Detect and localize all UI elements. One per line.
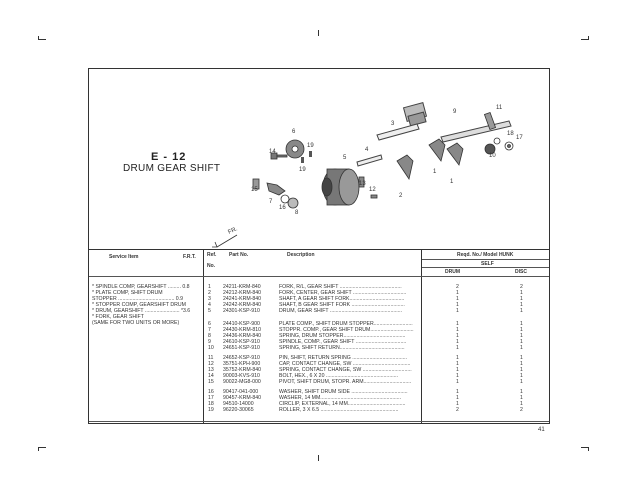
drum-stopper-plate [286, 140, 304, 158]
qty-disc: 1 [520, 327, 523, 333]
part-description: PLATE COMP., SHIFT DRUM STOPPER........................... [279, 321, 413, 327]
callout-label: 11 [496, 105, 503, 111]
part-number: 94510-14000 [223, 401, 254, 407]
callout-label: 1 [433, 169, 437, 175]
part-ref-number: 10 [208, 345, 214, 351]
gear-shift-spindle [404, 103, 511, 142]
front-direction-label: FR. [227, 226, 239, 236]
qty-disc: 1 [520, 333, 523, 339]
callout-label: 13 [359, 181, 366, 187]
part-number: 90417-041-000 [223, 389, 259, 395]
part-ref-number: 19 [208, 407, 214, 413]
part-number: 24241-KRM-840 [223, 296, 262, 302]
header-description: Description [287, 252, 315, 258]
shift-fork-shaft-b [357, 155, 382, 166]
part-ref-number: 3 [208, 296, 211, 302]
qty-drum: 1 [456, 308, 459, 314]
crop-mark-bottom-left [38, 447, 46, 451]
crop-mark-bottom-right [581, 447, 589, 451]
qty-drum: 1 [456, 367, 459, 373]
header-service-item: Service Item [109, 254, 139, 260]
callout-label: 19 [299, 167, 306, 173]
qty-disc: 1 [520, 308, 523, 314]
page-number: 41 [538, 427, 545, 433]
part-description: STOPPR. COMP., GEAR SHIFT DRUM.............................. [279, 327, 414, 333]
header-drum: DRUM [445, 269, 460, 275]
service-item: * PLATE COMP, SHIFT DRUM [92, 290, 163, 296]
part-ref-number: 6 [208, 321, 211, 327]
part-number: 90457-KRM-840 [223, 395, 262, 401]
roller [309, 151, 312, 157]
table-bottom-rule [89, 421, 549, 422]
part-ref-number: 12 [208, 361, 214, 367]
qty-drum: 1 [456, 296, 459, 302]
part-description: SHAFT, A GEAR SHIFT FORK...................................... [279, 296, 405, 302]
qty-disc: 1 [520, 355, 523, 361]
qty-drum: 1 [456, 327, 459, 333]
part-ref-number: 2 [208, 290, 211, 296]
part-number: 24410-KSP-900 [223, 321, 260, 327]
part-ref-number: 8 [208, 333, 211, 339]
part-description: SPINDLE, COMP., GEAR SHIFT ................................... [279, 339, 407, 345]
shift-fork-center [397, 155, 413, 179]
part-ref-number: 7 [208, 327, 211, 333]
part-number: 24301-KSP-910 [223, 308, 260, 314]
qty-disc: 1 [520, 345, 523, 351]
part-ref-number: 18 [208, 401, 214, 407]
qty-drum: 1 [456, 361, 459, 367]
part-description: DRUM, GEAR SHIFT .................................................. [279, 308, 402, 314]
part-description: WASHER, 14 MM........................................................ [279, 395, 402, 401]
part-number: 90022-MG8-000 [223, 379, 261, 385]
qty-disc: 1 [520, 296, 523, 302]
qty-disc: 1 [520, 389, 523, 395]
part-description: FORK, R/L, GEAR SHIFT ........................................... [279, 284, 402, 290]
gear-shift-drum [322, 169, 359, 205]
table-top-border [89, 249, 549, 250]
crop-mark-bottom-center [318, 455, 319, 461]
part-description: PIVOT, SHIFT DRUM, STOPR. ARM................................. [279, 379, 412, 385]
service-item: STOPPER ....................................... 0.9 [92, 296, 183, 302]
part-description: ROLLER, 3 X 6.5 ...................................................... [279, 407, 399, 413]
part-number: 24651-KSP-910 [223, 345, 260, 351]
header-rule [422, 259, 549, 260]
service-item: * STOPPER COMP, GEARSHIFT DRUM [92, 302, 186, 308]
part-number: 90003-KVS-910 [223, 373, 260, 379]
callout-label: 5 [343, 155, 347, 161]
qty-disc: 1 [520, 373, 523, 379]
callout-label: 12 [369, 187, 376, 193]
header-ref: Ref. [207, 252, 217, 258]
part-ref-number: 9 [208, 339, 211, 345]
roller [301, 157, 304, 163]
crop-mark-top-right [581, 36, 589, 40]
qty-disc: 1 [520, 361, 523, 367]
qty-disc: 2 [520, 407, 523, 413]
callout-label: 8 [295, 210, 299, 216]
qty-disc: 1 [520, 290, 523, 296]
part-number: 24652-KSP-910 [223, 355, 260, 361]
qty-disc: 2 [520, 284, 523, 290]
part-description: CAP, CONTACT CHANGE, SW ........................................ [279, 361, 411, 367]
callout-label: 18 [507, 131, 514, 137]
header-bottom-rule [89, 276, 549, 277]
drum-stopper-arm [253, 179, 298, 208]
part-ref-number: 15 [208, 379, 214, 385]
part-description: SPRING, SHIFT RETURN............................................. [279, 345, 405, 351]
crop-mark-top-left [38, 36, 46, 40]
callout-label: 7 [269, 199, 273, 205]
callout-label: 14 [269, 149, 276, 155]
part-description: CIRCLIP, EXTERNAL, 14 MM........................................ [279, 401, 406, 407]
callout-label: 2 [399, 193, 403, 199]
part-ref-number: 1 [208, 284, 211, 290]
qty-drum: 1 [456, 373, 459, 379]
qty-disc: 1 [520, 395, 523, 401]
service-item: * DRUM, GEARSHIFT ........................ *3.6 [92, 308, 191, 314]
service-item: * SPINDLE COMP, GEARSHIFT ......... 0.8 [92, 284, 190, 290]
qty-drum: 1 [456, 395, 459, 401]
qty-drum: 1 [456, 355, 459, 361]
part-number: 96220-30065 [223, 407, 254, 413]
part-ref-number: 5 [208, 308, 211, 314]
header-self: SELF [481, 261, 494, 267]
part-ref-number: 14 [208, 373, 214, 379]
part-ref-number: 16 [208, 389, 214, 395]
callout-label: 4 [365, 147, 369, 153]
qty-disc: 1 [520, 302, 523, 308]
shift-fork-shaft-a [377, 124, 419, 140]
header-frt: F.R.T. [183, 254, 196, 260]
qty-drum: 1 [456, 339, 459, 345]
callout-label: 1 [450, 179, 454, 185]
part-number: 35752-KRM-840 [223, 367, 262, 373]
shift-fork-rl [429, 139, 463, 165]
qty-drum: 1 [456, 379, 459, 385]
callout-label: 3 [391, 121, 395, 127]
part-number: 24211-KRM-840 [223, 284, 261, 290]
part-number: 35751-KPH-900 [223, 361, 261, 367]
service-item: * FORK, GEAR SHIFT [92, 314, 144, 320]
qty-disc: 1 [520, 401, 523, 407]
service-item: (SAME FOR TWO UNITS OR MORE) [92, 320, 180, 326]
callout-label: 19 [307, 143, 314, 149]
part-ref-number: 4 [208, 302, 211, 308]
qty-disc: 1 [520, 367, 523, 373]
part-ref-number: 11 [208, 355, 214, 361]
qty-disc: 1 [520, 339, 523, 345]
callout-label: 17 [516, 135, 523, 141]
front-direction-arrow [212, 235, 237, 247]
part-number: 24212-KRM-840 [223, 290, 262, 296]
qty-disc: 1 [520, 321, 523, 327]
section-code: E - 12 [151, 151, 187, 163]
part-ref-number: 17 [208, 395, 214, 401]
callout-label: 9 [453, 109, 457, 115]
callout-label: 15 [251, 187, 258, 193]
qty-drum: 1 [456, 302, 459, 308]
qty-drum: 1 [456, 345, 459, 351]
callout-label: 10 [489, 153, 496, 159]
header-disc: DISC [515, 269, 527, 275]
qty-drum: 1 [456, 290, 459, 296]
qty-drum: 2 [456, 284, 459, 290]
header-reqd-model: Reqd. No./ Model HUNK [457, 252, 514, 258]
part-description: FORK, CENTER, GEAR SHIFT ..................................... [279, 290, 407, 296]
part-description: SHAFT, B GEAR SHIFT FORK ..................................... [279, 302, 405, 308]
part-description: WASHER, SHIFT DRUM SIDE ....................................... [279, 389, 408, 395]
part-description: PIN, SHIFT, RETURN SPRING ...................................... [279, 355, 407, 361]
part-number: 24242-KRM-840 [223, 302, 262, 308]
callout-label: 6 [292, 129, 296, 135]
part-number: 24430-KRM-810 [223, 327, 262, 333]
part-description: SPRING, CONTACT CHANGE, SW .................................. [279, 367, 412, 373]
qty-drum: 1 [456, 321, 459, 327]
qty-drum: 2 [456, 407, 459, 413]
qty-disc: 1 [520, 379, 523, 385]
header-ref-no: No. [207, 263, 216, 269]
part-description: BOLT, HEX., 6 X 20 .................................................. [279, 373, 398, 379]
qty-drum: 1 [456, 389, 459, 395]
section-title: DRUM GEAR SHIFT [123, 163, 221, 174]
crop-mark-top-center [318, 30, 319, 36]
part-ref-number: 13 [208, 367, 214, 373]
part-number: 24436-KRM-840 [223, 333, 262, 339]
part-number: 24610-KSP-910 [223, 339, 260, 345]
header-part-no: Part No. [229, 252, 249, 258]
part-description: SPRING, DRUM STOPPER........................................... [279, 333, 406, 339]
qty-drum: 1 [456, 401, 459, 407]
header-rule [422, 267, 549, 268]
qty-drum: 1 [456, 333, 459, 339]
callout-label: 16 [279, 205, 286, 211]
parts-catalog-frame [88, 68, 550, 424]
